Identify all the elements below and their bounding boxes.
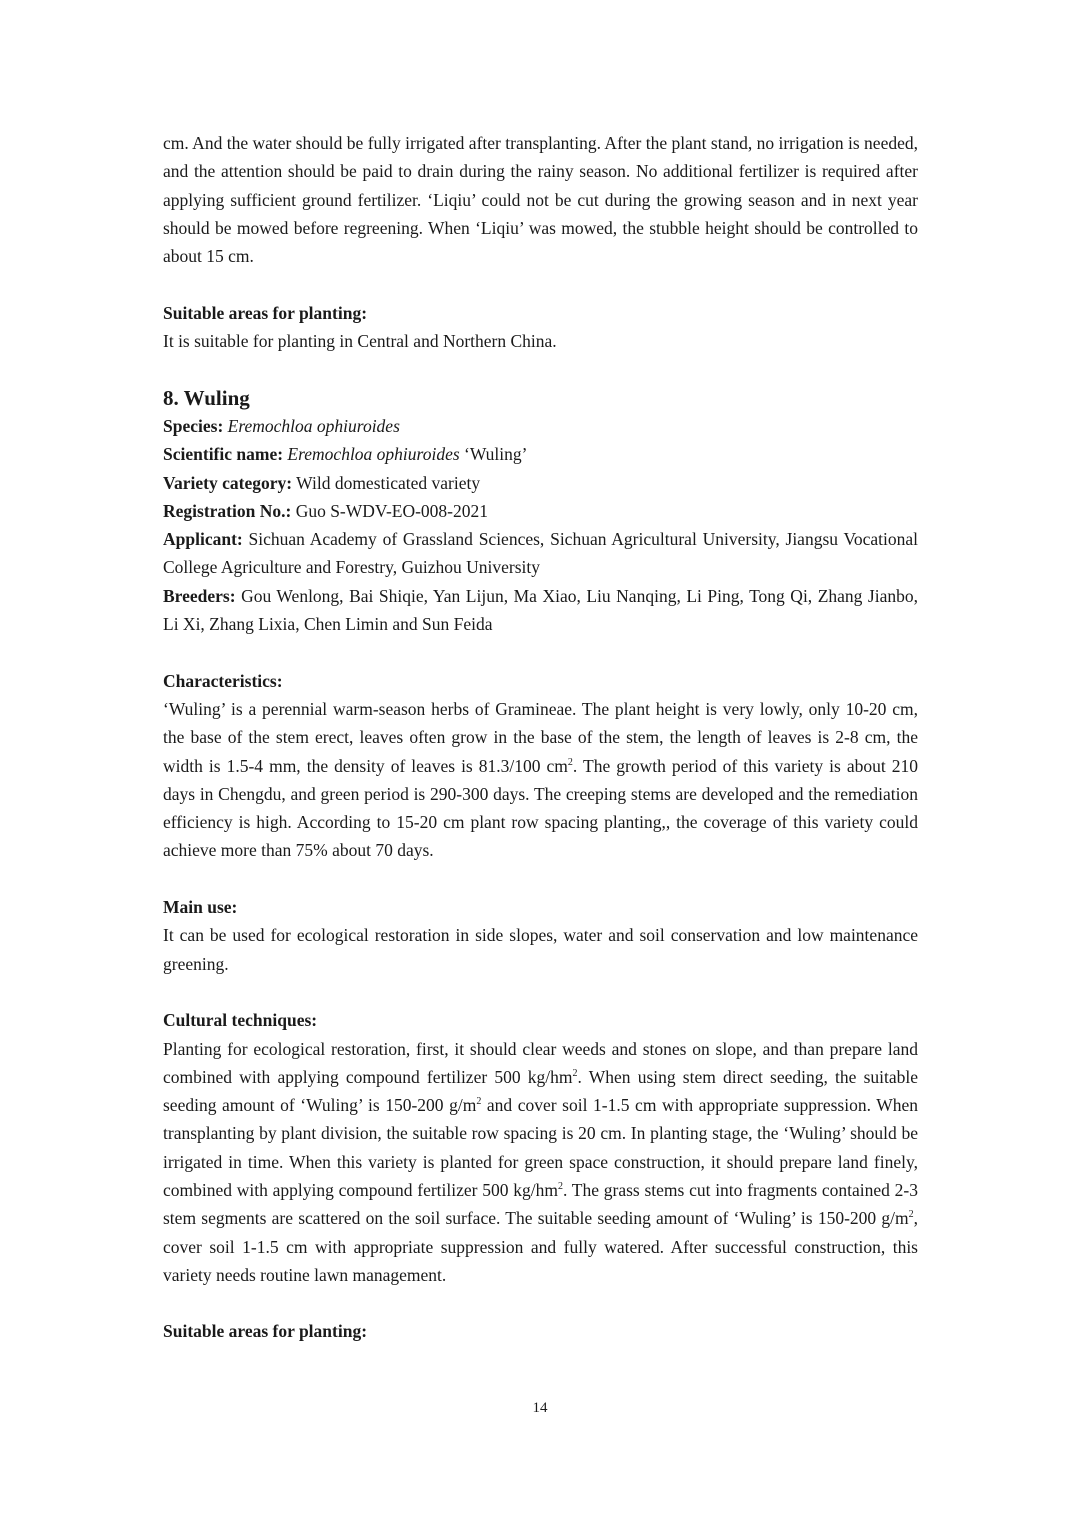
variety-category-line	[163, 469, 918, 497]
breeders-label: Breeders:	[163, 585, 236, 606]
suitable-areas-heading: Suitable areas for planting:	[163, 302, 368, 323]
superscript: 2	[567, 756, 573, 768]
cultural-text-part1: Planting for ecological restoration, first, it should clear weeds and stones on slope, and than prepare land combined with applying compound fertilizer 500 kg/hm	[163, 1038, 918, 1087]
superscript: 2	[557, 1180, 563, 1192]
superscript: 2	[476, 1096, 482, 1108]
intro-paragraph: cm. And the water should be fully irrigated after transplanting. After the plant stand, no irrigation is needed, and the attention should be paid to drain during the rainy season. No additional fertilizer is required after applying sufficient ground fertilizer. ‘Liqiu’ could not be cut during the growing season and in next year should be mowed before regreening. When ‘Liqiu’ was mowed, the stubble height should be controlled to about 15 cm.	[163, 133, 918, 267]
variety-category-value: Wild domesticated variety	[292, 472, 481, 493]
characteristics-text-part2: . The growth period of this variety is about 210 days in Chengdu, and green period is 290-300 days. The creeping stems are developed and the remediation efficiency is high. According to 15-20 cm plant row spacing planting,, the coverage of this variety could achieve more than 75% about 70 days.	[163, 755, 918, 861]
suitable-areas-heading-2: Suitable areas for planting:	[163, 1321, 368, 1342]
section-title: 8. Wuling	[163, 385, 250, 410]
registration-value: Guo S-WDV-EO-008-2021	[291, 500, 489, 521]
species-label: Species:	[163, 415, 224, 436]
cultural-text-part3: and cover soil 1-1.5 cm with appropriate suppression. When transplanting by plant division, the suitable row spacing is 20 cm. In planting stage, the ‘Wuling’ should be irrigated in time. When this variety is planted for green space construction, it should prepare land finely, combined with applying compound fertilizer 500 kg/hm	[163, 1095, 918, 1200]
breeders-value: Gou Wenlong, Bai Shiqie, Yan Lijun, Ma Xiao, Liu Nanqing, Li Ping, Tong Qi, Zhang Jianbo, Li Xi, Zhang Lixia, Chen Limin and Sun Feida	[163, 585, 918, 635]
document-page	[163, 129, 918, 1346]
registration-line	[163, 497, 918, 525]
cultural-text-part4: . The grass stems cut into fragments contained 2-3 stem segments are scattered on the soil surface. The suitable seeding amount of ‘Wuling’ is 150-200 g/m	[163, 1179, 919, 1229]
main-use-text: It can be used for ecological restoration in side slopes, water and soil conservation and low maintenance greening.	[163, 925, 918, 974]
applicant-line	[163, 525, 918, 582]
characteristics-text	[163, 695, 918, 865]
species-value: Eremochloa ophiuroides	[227, 415, 400, 436]
scientific-name-italic: Eremochloa ophiuroides	[287, 444, 460, 465]
cultural-techniques-text	[163, 1035, 918, 1290]
breeders-line	[163, 582, 918, 639]
superscript: 2	[572, 1067, 578, 1079]
cultural-text-part2: . When using stem direct seeding, the suitable seeding amount of ‘Wuling’ is 150-200 g/m	[163, 1066, 919, 1116]
applicant-value: Sichuan Academy of Grassland Sciences, Sichuan Agricultural University, Jiangsu Vocational College Agriculture and Forestry, Guizhou University	[163, 529, 918, 578]
suitable-areas-text: It is suitable for planting in Central and Northern China.	[163, 331, 557, 352]
applicant-label: Applicant:	[163, 529, 243, 550]
species-line	[163, 412, 918, 440]
main-use-heading: Main use:	[163, 897, 238, 918]
superscript: 2	[908, 1209, 914, 1221]
variety-category-label: Variety category:	[163, 472, 293, 493]
scientific-name-suffix: ‘Wuling’	[459, 444, 528, 465]
scientific-name-label: Scientific name:	[163, 444, 284, 465]
registration-label: Registration No.:	[163, 500, 292, 521]
page-number: 14	[532, 1400, 548, 1416]
characteristics-text-part1: ‘Wuling’ is a perennial warm-season herbs of Gramineae. The plant height is very lowly, only 10-20 cm, the base of the stem erect, leaves often grow in the base of the stem, the length of leaves is 2-8 cm, the width is 1.5-4 mm, the density of leaves is 81.3/100 cm	[163, 698, 918, 776]
scientific-name-line	[163, 440, 918, 468]
cultural-techniques-heading: Cultural techniques:	[163, 1010, 318, 1031]
cultural-text-part5: , cover soil 1-1.5 cm with appropriate suppression and fully watered. After successful construction, this variety needs routine lawn management.	[163, 1208, 918, 1285]
characteristics-heading: Characteristics:	[163, 670, 283, 691]
